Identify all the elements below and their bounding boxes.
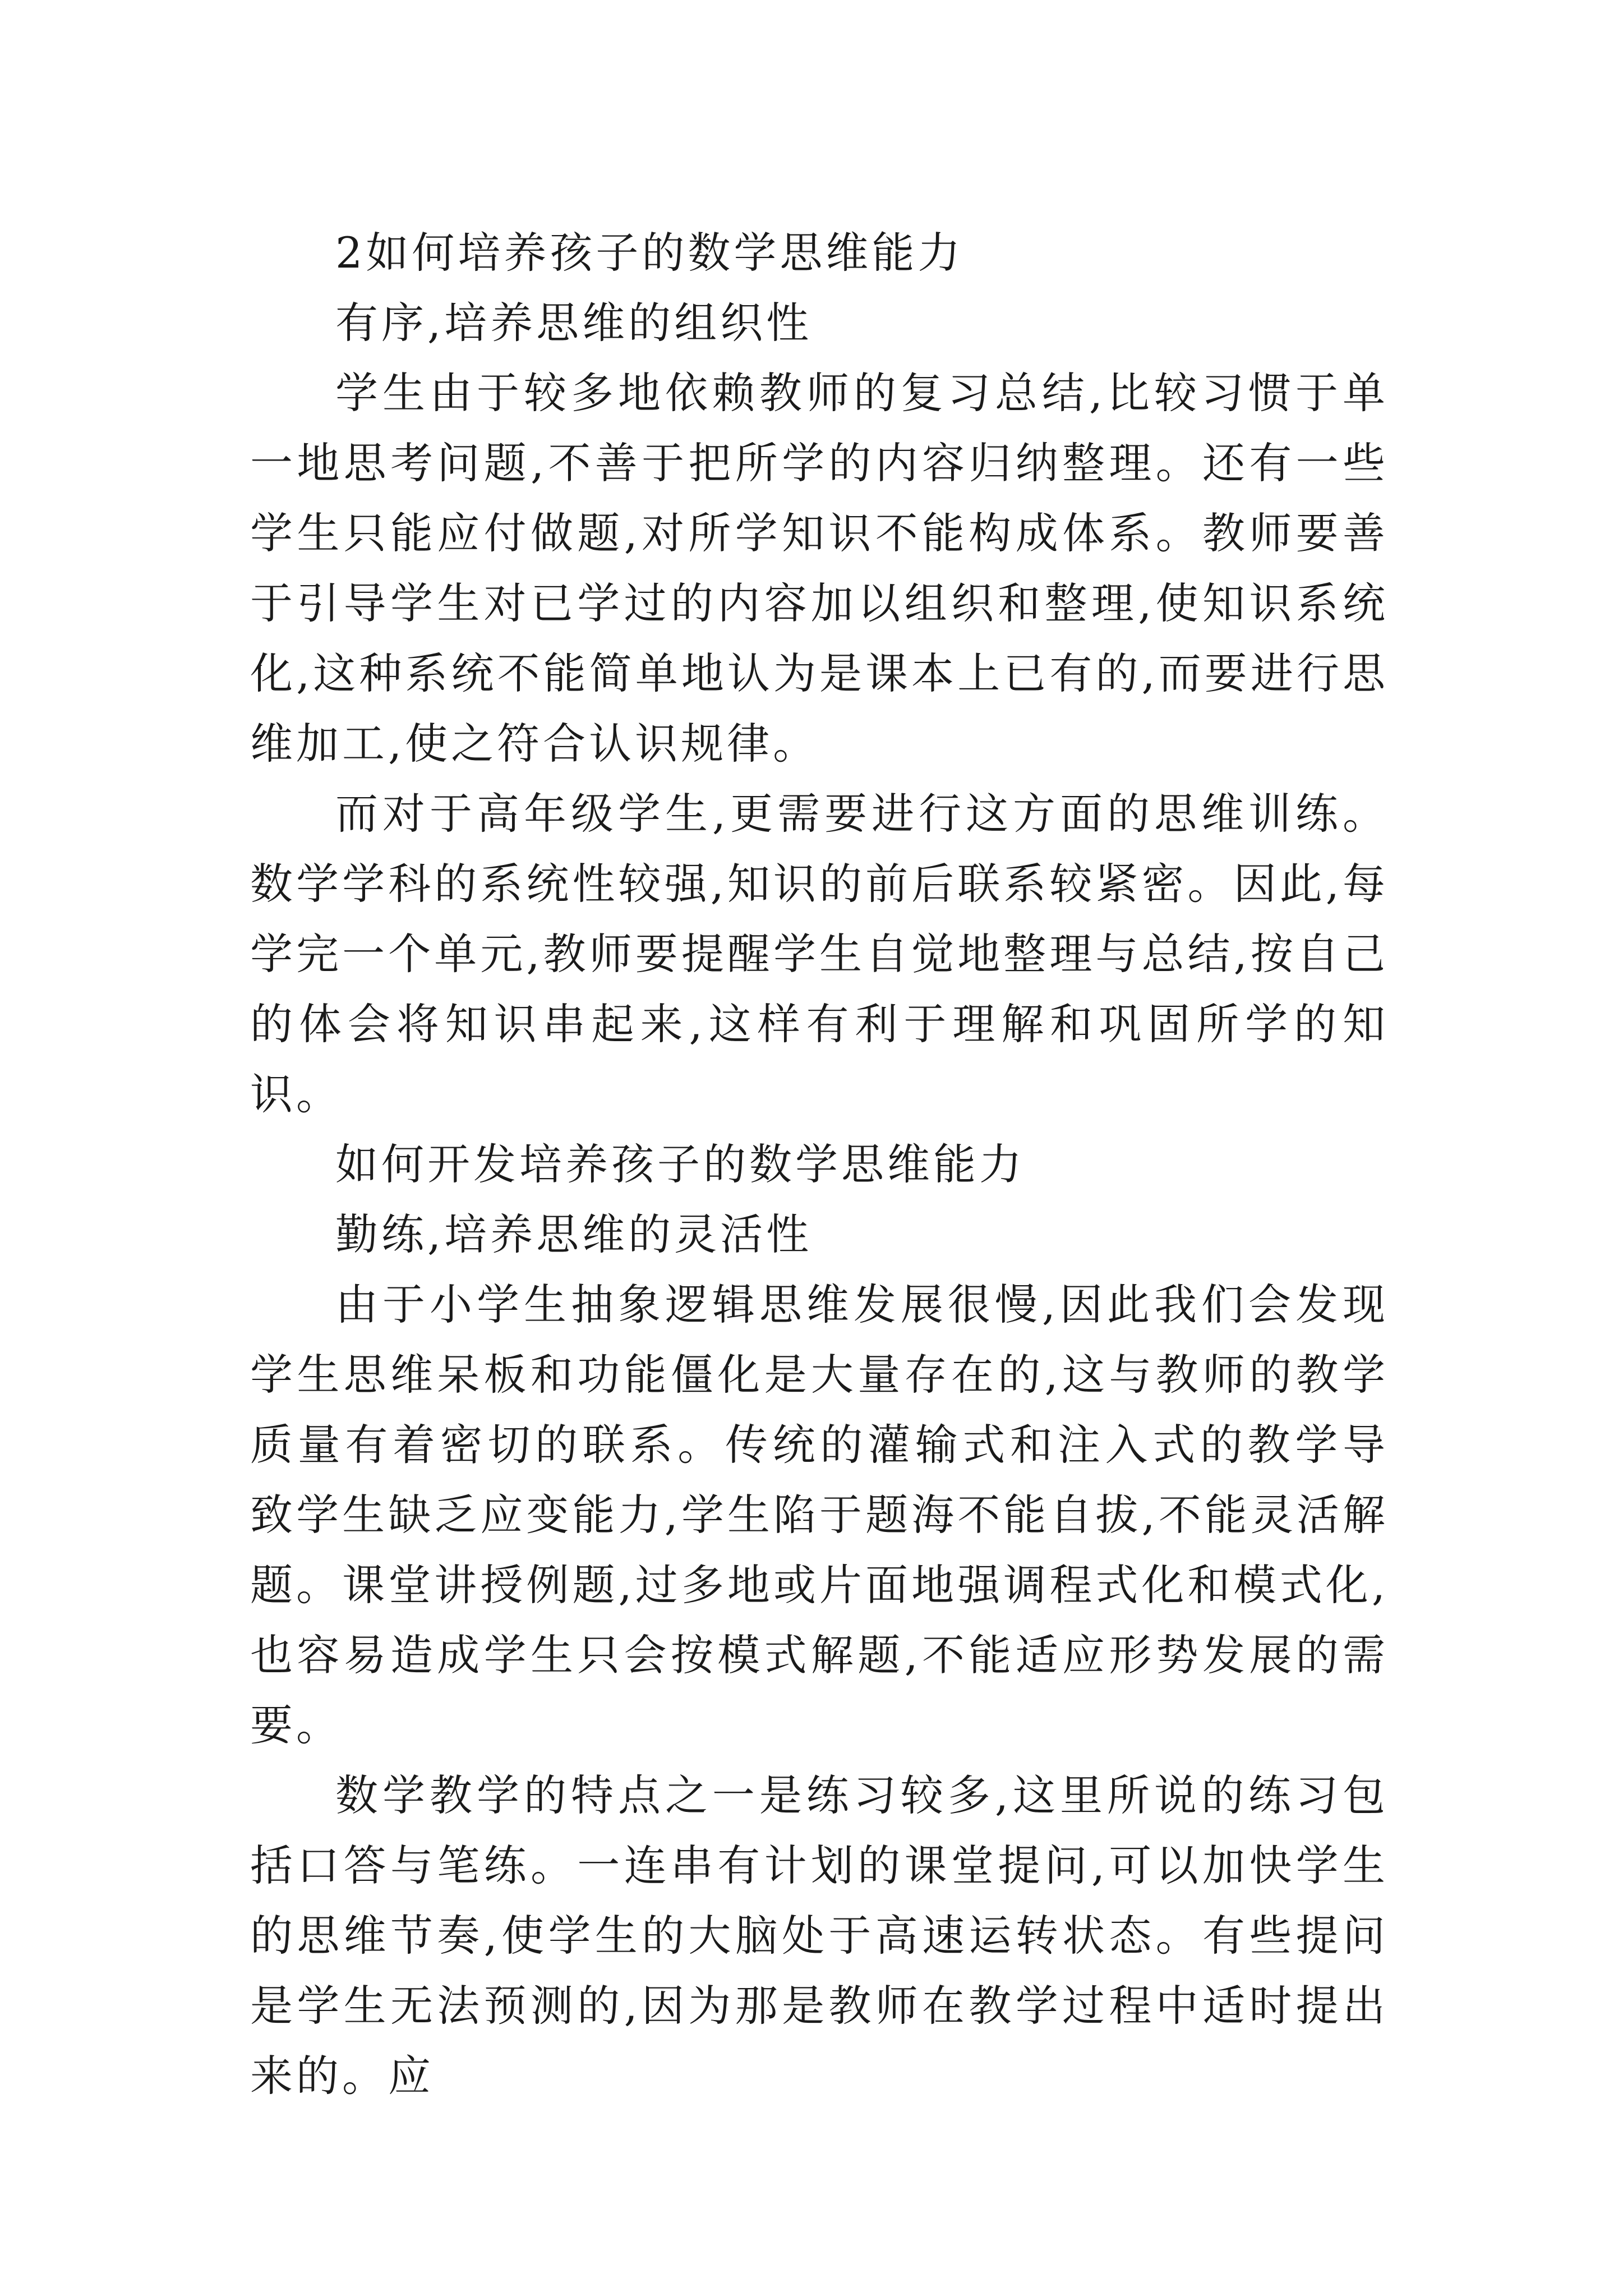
paragraph-4: 数学教学的特点之一是练习较多,这里所说的练习包括口答与笔练。一连串有计划的课堂提问,可以加快学生的思维节奏,使学生的大脑处于高速运转状态。有些提问是学生无法预测的,因为那是教师在教学过程中适时提出来的。应: [250, 1770, 1389, 2101]
paragraph-2: 而对于高年级学生,更需要进行这方面的思维训练。数学学科的系统性较强,知识的前后联系较紧密。因此,每学完一个单元,教师要提醒学生自觉地整理与总结,按自己的体会将知识串起来,这样有利于理解和巩固所学的知识。: [250, 789, 1389, 1119]
paragraph-1: 学生由于较多地依赖教师的复习总结,比较习惯于单一地思考问题,不善于把所学的内容归纳整理。还有一些学生只能应付做题,对所学知识不能构成体系。教师要善于引导学生对已学过的内容加以组织和整理,使知识系统化,这种系统不能简单地认为是课本上已有的,而要进行思维加工,使之符合认识规律。: [250, 368, 1389, 769]
paragraph-3: 由于小学生抽象逻辑思维发展很慢,因此我们会发现学生思维呆板和功能僵化是大量存在的,这与教师的教学质量有着密切的联系。传统的灌输式和注入式的教学导致学生缺乏应变能力,学生陷于题海不能自拔,不能灵活解题。课堂讲授例题,过多地或片面地强调程式化和模式化,也容易造成学生只会按模式解题,不能适应形势发展的需要。: [250, 1280, 1389, 1750]
subsection-heading-practice: 勤练,培养思维的灵活性: [335, 1209, 813, 1259]
section-heading-1: 2如何培养孩子的数学思维能力: [335, 228, 964, 278]
document-body: [250, 218, 1389, 2111]
section-heading-2: 如何开发培养孩子的数学思维能力: [335, 1139, 1025, 1189]
subsection-heading-orderly: 有序,培养思维的组织性: [335, 298, 813, 348]
